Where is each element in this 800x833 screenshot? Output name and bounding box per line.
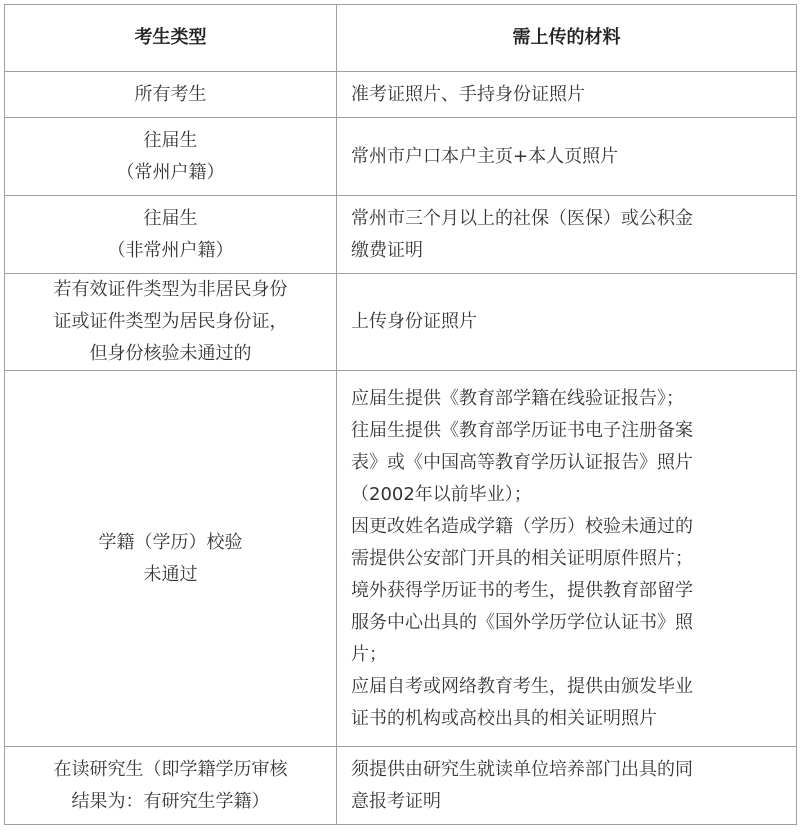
materials-line: 表》或《中国高等教育学历认证报告》照片	[351, 451, 693, 473]
candidate-type-line: 证或证件类型为居民身份证，	[53, 311, 288, 332]
materials-cell	[337, 196, 797, 274]
candidate-type-cell	[5, 72, 337, 118]
materials-line: 片；	[351, 643, 387, 665]
materials-line: 应届自考或网络教育考生，提供由颁发毕业	[351, 675, 693, 697]
candidate-type-cell	[5, 274, 337, 371]
materials-table	[4, 4, 797, 825]
materials-line: 应届生提供《教育部学籍在线验证报告》；	[351, 387, 684, 409]
materials-line: 常州市户口本户主页+本人页照片	[351, 145, 619, 167]
materials-line: 常州市三个月以上的社保（医保）或公积金	[351, 207, 693, 229]
materials-cell	[337, 72, 797, 118]
table-row	[5, 72, 797, 118]
table-row	[5, 747, 797, 825]
candidate-type-line: 学籍（学历）校验	[98, 531, 243, 553]
table-row	[5, 274, 797, 371]
materials-line: （2002年以前毕业）；	[351, 483, 532, 505]
materials-cell	[337, 371, 797, 747]
candidate-type-line: 但身份核验未通过的	[89, 343, 252, 364]
candidate-type-cell	[5, 196, 337, 274]
materials-line: 须提供由研究生就读单位培养部门出具的同	[351, 758, 693, 780]
candidate-type-line: 往届生	[143, 129, 198, 151]
candidate-type-line: 若有效证件类型为非居民身份	[53, 279, 288, 300]
materials-line: 意报考证明	[351, 790, 441, 812]
materials-line: 往届生提供《教育部学历证书电子注册备案	[351, 419, 693, 441]
candidate-type-cell	[5, 371, 337, 747]
materials-line: 证书的机构或高校出具的相关证明照片	[351, 707, 657, 729]
table-row	[5, 118, 797, 196]
header-candidate-type: 考生类型	[5, 5, 337, 72]
materials-line: 服务中心出具的《国外学历学位认证书》照	[351, 611, 693, 633]
materials-line: 因更改姓名造成学籍（学历）校验未通过的	[351, 515, 693, 537]
materials-line: 缴费证明	[351, 239, 423, 261]
table-row	[5, 371, 797, 747]
materials-cell	[337, 747, 797, 825]
candidate-type-line: 在读研究生（即学籍学历审核	[53, 758, 288, 780]
header-row	[5, 5, 797, 72]
header-materials: 需上传的材料	[337, 5, 797, 72]
materials-cell	[337, 118, 797, 196]
candidate-type-line: 未通过	[143, 563, 198, 585]
candidate-type-cell	[5, 747, 337, 825]
materials-cell	[337, 274, 797, 371]
materials-line: 需提供公安部门开具的相关证明原件照片；	[351, 547, 693, 569]
candidate-type-line: 结果为：有研究生学籍）	[71, 790, 270, 812]
candidate-type-line: 所有考生	[134, 83, 207, 105]
materials-line: 境外获得学历证书的考生，提供教育部留学	[351, 579, 693, 601]
candidate-type-cell	[5, 118, 337, 196]
candidate-type-line: （非常州户籍）	[107, 239, 234, 261]
candidate-type-line: （常州户籍）	[116, 161, 225, 183]
materials-line: 上传身份证照片	[351, 311, 477, 332]
materials-line: 准考证照片、手持身份证照片	[351, 83, 585, 105]
table-row	[5, 196, 797, 274]
candidate-type-line: 往届生	[143, 207, 198, 229]
